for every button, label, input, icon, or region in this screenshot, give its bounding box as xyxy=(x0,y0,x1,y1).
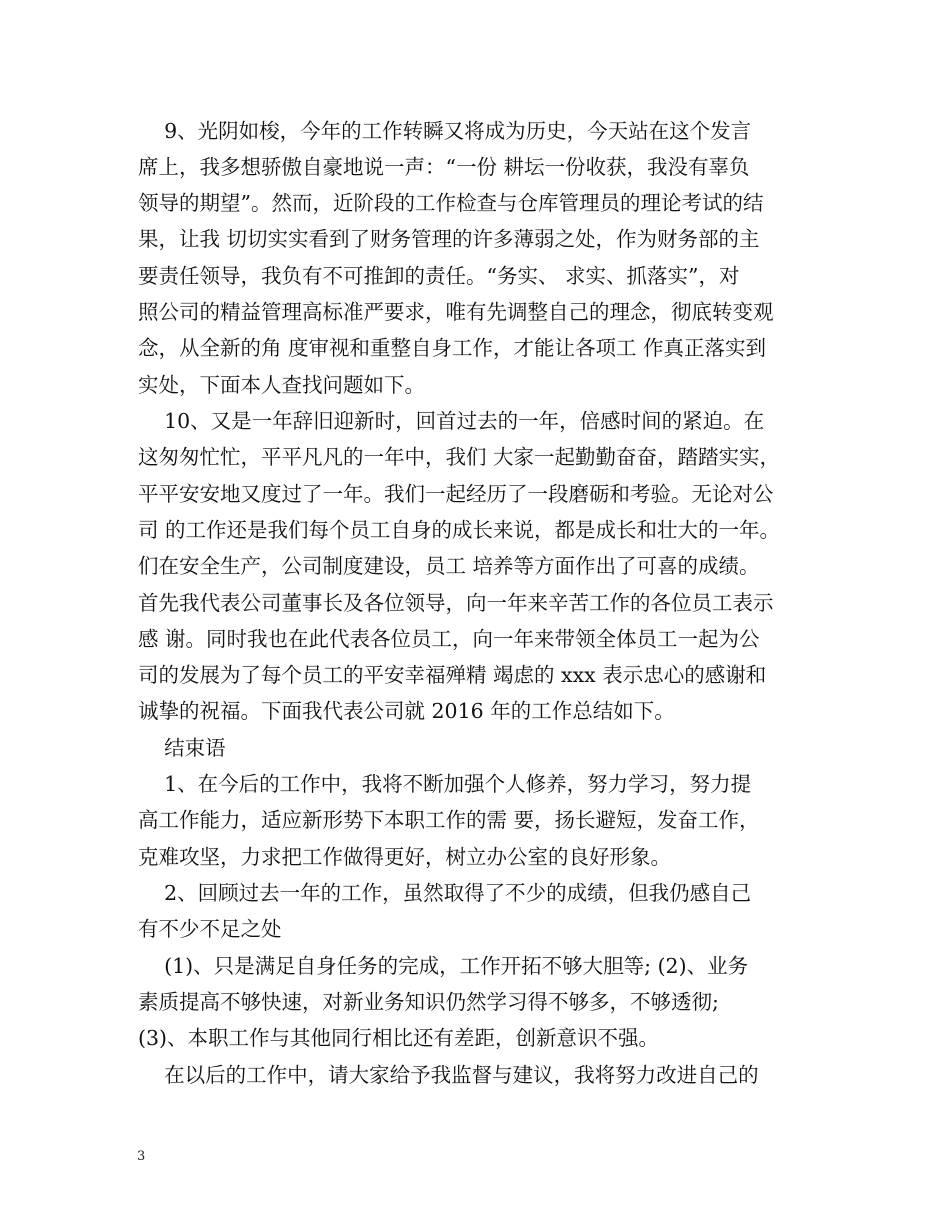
text-line: 9、光阴如梭，今年的工作转瞬又将成为历史，今天站在这个发言 xyxy=(138,119,752,143)
text-line: 在以后的工作中，请大家给予我监督与建议，我将努力改进自己的 xyxy=(138,1063,759,1087)
text-line: (3)、本职工作与其他同行相比还有差距，创新意识不强。 xyxy=(138,1026,660,1050)
text-line: 念，从全新的角 度审视和重整自身工作，才能让各项工 作真正落实到 xyxy=(138,336,767,360)
text-line: 平平安安地又度过了一年。我们一起经历了一段磨砺和考验。无论对公 xyxy=(138,482,774,506)
text-line: 有不少不足之处 xyxy=(138,917,282,941)
text-line: 首先我代表公司董事长及各位领导，向一年来辛苦工作的各位员工表示 xyxy=(138,591,774,615)
text-line: 这匆匆忙忙，平平凡凡的一年中，我们 大家一起勤勤奋奋，踏踏实实， xyxy=(138,445,781,469)
text-line: 领导的期望”。然而，近阶段的工作检查与仓库管理员的理论考试的结 xyxy=(138,191,764,215)
text-line: 感 谢。同时我也在此代表各位员工，向一年来带领全体员工一起为公 xyxy=(138,627,760,651)
text-line: 果，让我 切切实实看到了财务管理的许多薄弱之处，作为财务部的主 xyxy=(138,227,760,251)
text-line: 高工作能力，适应新形势下本职工作的需 要，扬长避短，发奋工作， xyxy=(138,808,760,832)
text-line: (1)、只是满足自身任务的完成，工作开拓不够大胆等; (2)、业务 xyxy=(138,954,749,978)
text-line: 席上，我多想骄傲自豪地说一声：“一份 耕坛一份收获，我没有辜负 xyxy=(138,155,750,179)
text-line: 1、在今后的工作中，我将不断加强个人修养，努力学习，努力提 xyxy=(138,772,752,796)
text-line: 们在安全生产，公司制度建设，员工 培养等方面作出了可喜的成绩。 xyxy=(138,554,760,578)
text-line: 照公司的精益管理高标准严要求，唯有先调整自己的理念，彻底转变观 xyxy=(138,300,774,324)
text-line: 实处，下面本人查找问题如下。 xyxy=(138,373,425,397)
text-line: 司 的工作还是我们每个员工自身的成长来说，都是成长和壮大的一年。 xyxy=(138,518,781,542)
section-heading: 结束语 xyxy=(138,736,226,760)
text-line: 2、回顾过去一年的工作，虽然取得了不少的成绩，但我仍感自己 xyxy=(138,881,752,905)
text-line: 素质提高不够快速，对新业务知识仍然学习得不够多，不够透彻; xyxy=(138,990,719,1014)
text-line: 诚挚的祝福。下面我代表公司就 2016 年的工作总结如下。 xyxy=(138,699,675,723)
text-line: 10、又是一年辞旧迎新时，回首过去的一年，倍感时间的紧迫。在 xyxy=(138,409,765,433)
text-line: 要责任领导，我负有不可推卸的责任。“务实、 求实、抓落实”，对 xyxy=(138,264,740,288)
text-line: 司的发展为了每个员工的平安幸福殚精 竭虑的 xxx 表示忠心的感谢和 xyxy=(138,663,767,687)
text-line: 克难攻坚，力求把工作做得更好，树立办公室的良好形象。 xyxy=(138,845,671,869)
page-number: 3 xyxy=(137,1149,146,1164)
